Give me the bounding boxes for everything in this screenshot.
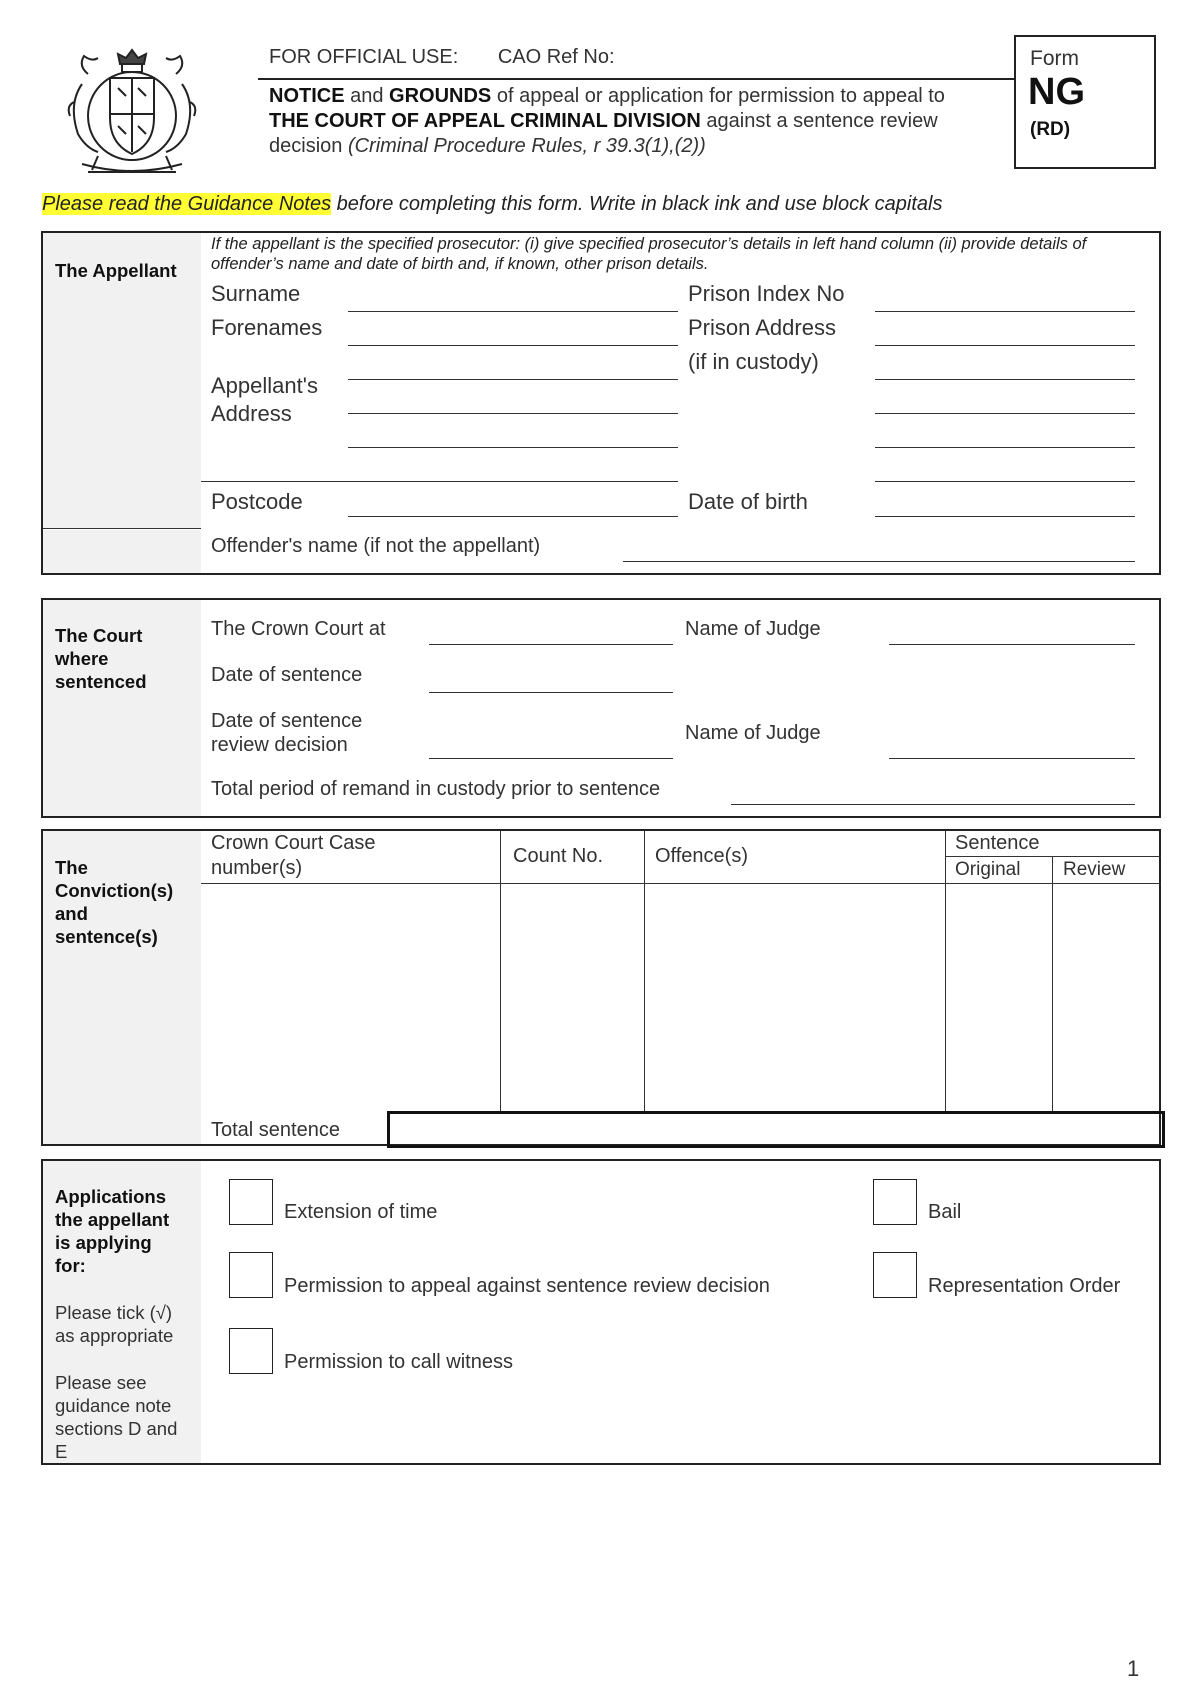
representation-checkbox[interactable]	[873, 1252, 917, 1298]
form-id-box	[1014, 35, 1156, 169]
postcode-field[interactable]	[348, 516, 678, 517]
judge-field-1[interactable]	[889, 644, 1135, 645]
prison-address-field-4[interactable]	[875, 447, 1135, 448]
bail-checkbox[interactable]	[873, 1179, 917, 1225]
guidance-instruction	[42, 193, 942, 216]
prison-address-field-3[interactable]	[875, 413, 1135, 414]
offender-name-field[interactable]	[623, 561, 1135, 562]
extension-checkbox[interactable]	[229, 1179, 273, 1225]
conviction-heading-4: sentence(s)	[55, 926, 158, 947]
prison-index-label: Prison Index No	[688, 281, 845, 306]
total-sentence-label: Total sentence	[211, 1119, 340, 1141]
official-use-label: FOR OFFICIAL USE:	[269, 46, 459, 68]
title-text-1: of appeal or application for permission to appeal to	[491, 85, 945, 107]
prison-address-field-1[interactable]	[875, 345, 1135, 346]
dob-label: Date of birth	[688, 489, 808, 514]
judge-field-2[interactable]	[889, 758, 1135, 759]
title-court: THE COURT OF APPEAL CRIMINAL DIVISION	[269, 110, 701, 132]
prison-address-field-5[interactable]	[875, 481, 1135, 482]
tick-note-1: Please tick (√)	[55, 1302, 173, 1323]
see-note-4: E	[55, 1441, 68, 1462]
tick-note-2: as appropriate	[55, 1325, 174, 1346]
appellant-heading: The Appellant	[55, 260, 177, 281]
offender-name-label: Offender's name (if not the appellant)	[211, 535, 541, 557]
date-review-label-1: Date of sentence	[211, 710, 363, 732]
judge-label-1: Name of Judge	[685, 618, 821, 640]
col-divider-2	[644, 831, 645, 1112]
royal-coat-of-arms-icon	[58, 44, 206, 180]
date-sentence-label: Date of sentence	[211, 664, 363, 686]
crown-court-label: The Crown Court at	[211, 618, 386, 640]
representation-label: Representation Order	[928, 1275, 1121, 1297]
surname-field[interactable]	[348, 311, 678, 312]
col-count-label: Count No.	[513, 845, 604, 867]
col-sentence-label: Sentence	[955, 832, 1040, 854]
court-heading-3: sentenced	[55, 671, 147, 692]
conviction-heading-3: and	[55, 903, 88, 924]
remand-label: Total period of remand in custody prior to sentence	[211, 778, 661, 800]
date-sentence-field[interactable]	[429, 692, 673, 693]
prosecutor-note: If the appellant is the specified prosecutor: (i) give specified prosecutor’s details in left hand column (ii) provide details of offender’s name and date of birth and, if known, other prison details.	[211, 235, 1087, 273]
title-rules: (Criminal Procedure Rules, r 39.3(1),(2))	[347, 135, 706, 157]
surname-label: Surname	[211, 281, 301, 306]
col-case-label-1: Crown Court Case	[211, 832, 376, 854]
form-label: Form	[1030, 47, 1079, 70]
conviction-heading-2: Conviction(s)	[55, 880, 174, 901]
guidance-rest: before completing this form. Write in black ink and use block capitals	[331, 193, 943, 215]
prison-index-field[interactable]	[875, 311, 1135, 312]
form-suffix: (RD)	[1030, 119, 1071, 140]
form-code: NG	[1028, 71, 1085, 113]
see-note-3: sections D and	[55, 1418, 178, 1439]
applications-heading-2: the appellant	[55, 1209, 170, 1230]
title-notice: NOTICE	[269, 85, 345, 107]
conviction-heading-1: The	[55, 857, 88, 878]
permission-witness-checkbox[interactable]	[229, 1328, 273, 1374]
address-field-2[interactable]	[348, 447, 678, 448]
dob-field[interactable]	[875, 516, 1135, 517]
col-original-label: Original	[955, 859, 1021, 880]
bail-label: Bail	[928, 1201, 962, 1223]
permission-appeal-label: Permission to appeal against sentence review decision	[284, 1275, 770, 1297]
court-heading-2: where	[55, 648, 109, 669]
conviction-section	[41, 829, 1161, 1146]
court-section	[41, 598, 1161, 818]
col-divider-1	[500, 831, 501, 1112]
appellant-side-panel-lower	[43, 530, 201, 573]
official-use-line	[269, 46, 615, 69]
forenames-field[interactable]	[348, 345, 678, 346]
court-heading-1: The Court	[55, 625, 143, 646]
sentence-subheader-line	[945, 856, 1161, 857]
date-review-label-2: review decision	[211, 734, 348, 756]
col-divider-3	[945, 831, 946, 1112]
crown-court-field[interactable]	[429, 644, 673, 645]
applications-heading-4: for:	[55, 1255, 86, 1276]
prison-address-label: Prison Address	[688, 315, 836, 340]
prison-address-field-2[interactable]	[875, 379, 1135, 380]
judge-label-2: Name of Judge	[685, 722, 821, 744]
address-field-1[interactable]	[348, 413, 678, 414]
applications-heading-1: Applications	[55, 1186, 167, 1207]
postcode-label: Postcode	[211, 489, 303, 514]
col-review-label: Review	[1063, 859, 1126, 880]
remand-field[interactable]	[731, 804, 1135, 805]
col-case-label-2: number(s)	[211, 857, 303, 879]
address-label-2: Address	[211, 401, 292, 426]
total-sentence-field[interactable]	[387, 1111, 1165, 1148]
appellant-section	[41, 231, 1161, 575]
applications-section	[41, 1159, 1161, 1465]
date-review-field[interactable]	[429, 758, 673, 759]
title-text-2: against a sentence review decision	[269, 110, 938, 157]
see-note-2: guidance note	[55, 1395, 172, 1416]
permission-appeal-checkbox[interactable]	[229, 1252, 273, 1298]
page-number: 1	[1127, 1656, 1140, 1681]
table-header-line	[201, 883, 1161, 884]
title-and: and	[344, 85, 390, 107]
guidance-highlight: Please read the Guidance Notes	[42, 193, 332, 215]
address-label-1: Appellant's	[211, 373, 318, 398]
title-grounds: GROUNDS	[389, 85, 492, 107]
col-divider-4	[1052, 856, 1053, 1112]
header-divider	[258, 78, 1014, 80]
forenames-field-2[interactable]	[348, 379, 678, 380]
form-title	[269, 84, 969, 159]
forenames-label: Forenames	[211, 315, 323, 340]
address-field-3[interactable]	[201, 481, 678, 482]
see-note-1: Please see	[55, 1372, 147, 1393]
cao-ref-label: CAO Ref No:	[497, 46, 615, 68]
col-offence-label: Offence(s)	[655, 845, 748, 867]
extension-label: Extension of time	[284, 1201, 438, 1223]
applications-heading-3: is applying	[55, 1232, 152, 1253]
in-custody-label: (if in custody)	[688, 349, 819, 374]
appellant-side-divider	[43, 528, 201, 529]
permission-witness-label: Permission to call witness	[284, 1351, 513, 1373]
